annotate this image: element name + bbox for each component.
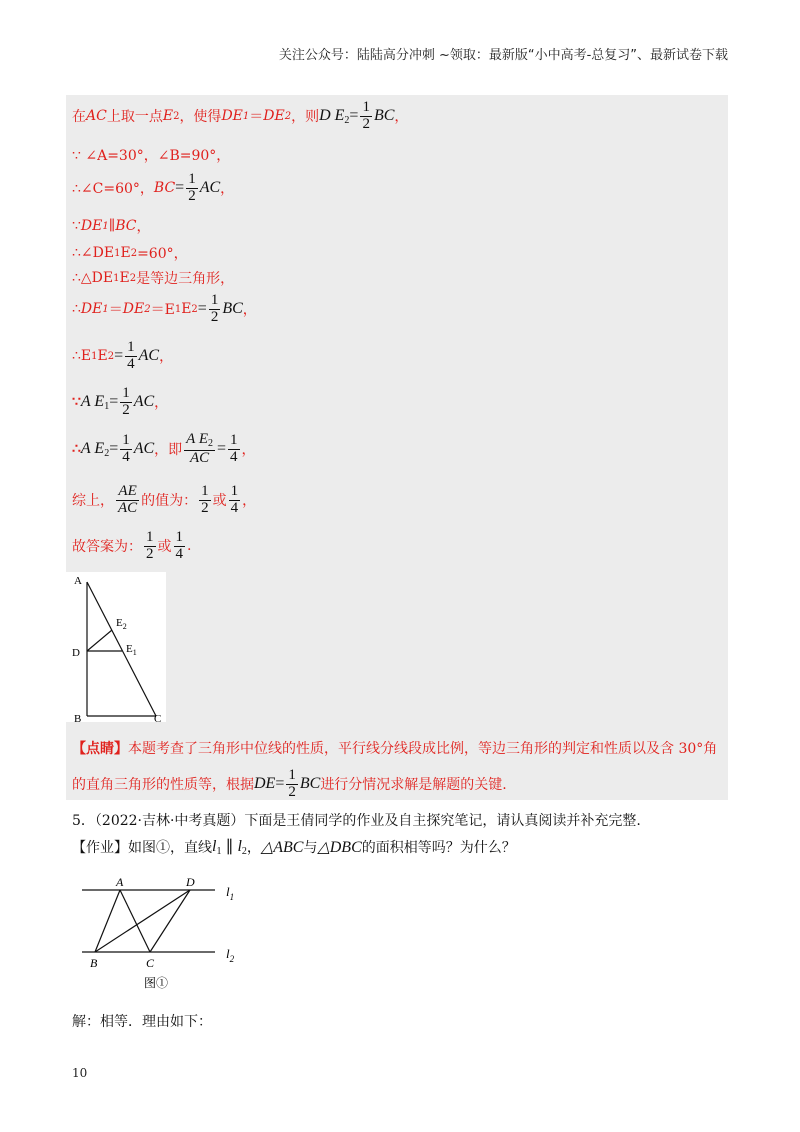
label-a: A: [74, 575, 82, 587]
solution-line-1: 在 AC 上取一点 E 2 ，使得 DE 1 ＝ DE 2 ，则 D $E_2=$ $\frac{1}{2}$ BC ，: [72, 99, 409, 132]
solution-line-9: ∵ A $E_1=$ $\frac{1}{2}$ AC ，: [72, 385, 169, 418]
segment-dc: [150, 890, 190, 952]
solution-line-12: 故答案为： $\frac{1}{2}$ 或 $\frac{1}{4}$ .: [72, 529, 192, 562]
label-l1: $l_1$: [226, 884, 235, 902]
solution-line-2: ∵ ∠A=30°，∠B=90°，: [72, 148, 231, 164]
label-b: B: [74, 713, 82, 725]
segment-de2: [87, 630, 112, 651]
answer-intro: 解：相等．理由如下：: [72, 1014, 212, 1030]
page-number: 10: [72, 1066, 88, 1080]
solution-line-10: ∴ A $E_2=$ $\frac{1}{4}$ AC ，即 $\frac{A E_2}{AC}$ = $\frac{1}{4}$ ，: [72, 431, 256, 466]
solution-line-11: 综上， $\frac{AE}{AC}$ 的值为： $\frac{1}{2}$ 或 $\frac{1}{4}$ ，: [72, 483, 257, 516]
solution-line-3: ∴∠C=60°， BC = $\frac{1}{2}$ AC ，: [72, 171, 235, 204]
segment-ab: [95, 890, 120, 952]
label-c: C: [154, 713, 162, 725]
solution-line-7: ∴ DE 1 ＝ DE 2 ＝E 1 E 2 = $\frac{1}{2}$ BC ，: [72, 292, 257, 325]
problem-5-homework: 【作业】如图①，直线 $l_1$ ∥ $l_2$ ， △ABC 与 △DBC 的面积相等吗？为什么？: [72, 838, 516, 857]
figure-caption: 图①: [144, 976, 169, 990]
solution-line-6: ∴△DE 1 E 2 是等边三角形，: [72, 270, 235, 287]
problem-5-line-1: 5．（2022·吉林·中考真题）下面是王倩同学的作业及自主探究笔记，请认真阅读并补充完整.: [72, 813, 641, 829]
figure-parallel-lines: [80, 872, 250, 997]
label-d: D: [186, 875, 195, 889]
figure-triangle: [66, 572, 176, 727]
segment-db: [95, 890, 190, 952]
label-c: C: [146, 956, 155, 970]
label-e2: $E_2$: [116, 617, 127, 631]
segment-ac: [120, 890, 150, 952]
note-line-2: 的直角三角形的性质等，根据 DE= $\frac{1}{2}$ BC 进行分情况求解是解题的关键.: [72, 767, 507, 800]
label-a: A: [116, 875, 124, 889]
solution-line-5: ∴∠DE 1 E 2 =60°，: [72, 245, 188, 262]
label-l2: $l_2$: [226, 946, 235, 964]
label-d: D: [72, 647, 80, 659]
label-e1: $E_1$: [126, 643, 137, 657]
solution-line-4: ∵ DE 1 ∥ BC ，: [72, 218, 151, 235]
solution-line-8: ∴E 1 E 2 = $\frac{1}{4}$ AC ，: [72, 339, 174, 372]
label-b: B: [90, 956, 98, 970]
segment-ac: [87, 582, 156, 716]
note-line-1: 【点睛】 本题考查了三角形中位线的性质，平行线分线段成比例，等边三角形的判定和性质以及含 30°角: [72, 741, 718, 757]
page-header: 关注公众号：陆陆高分冲刺 ~领取：最新版“小中高考-总复习”、最新试卷下载: [278, 48, 728, 63]
